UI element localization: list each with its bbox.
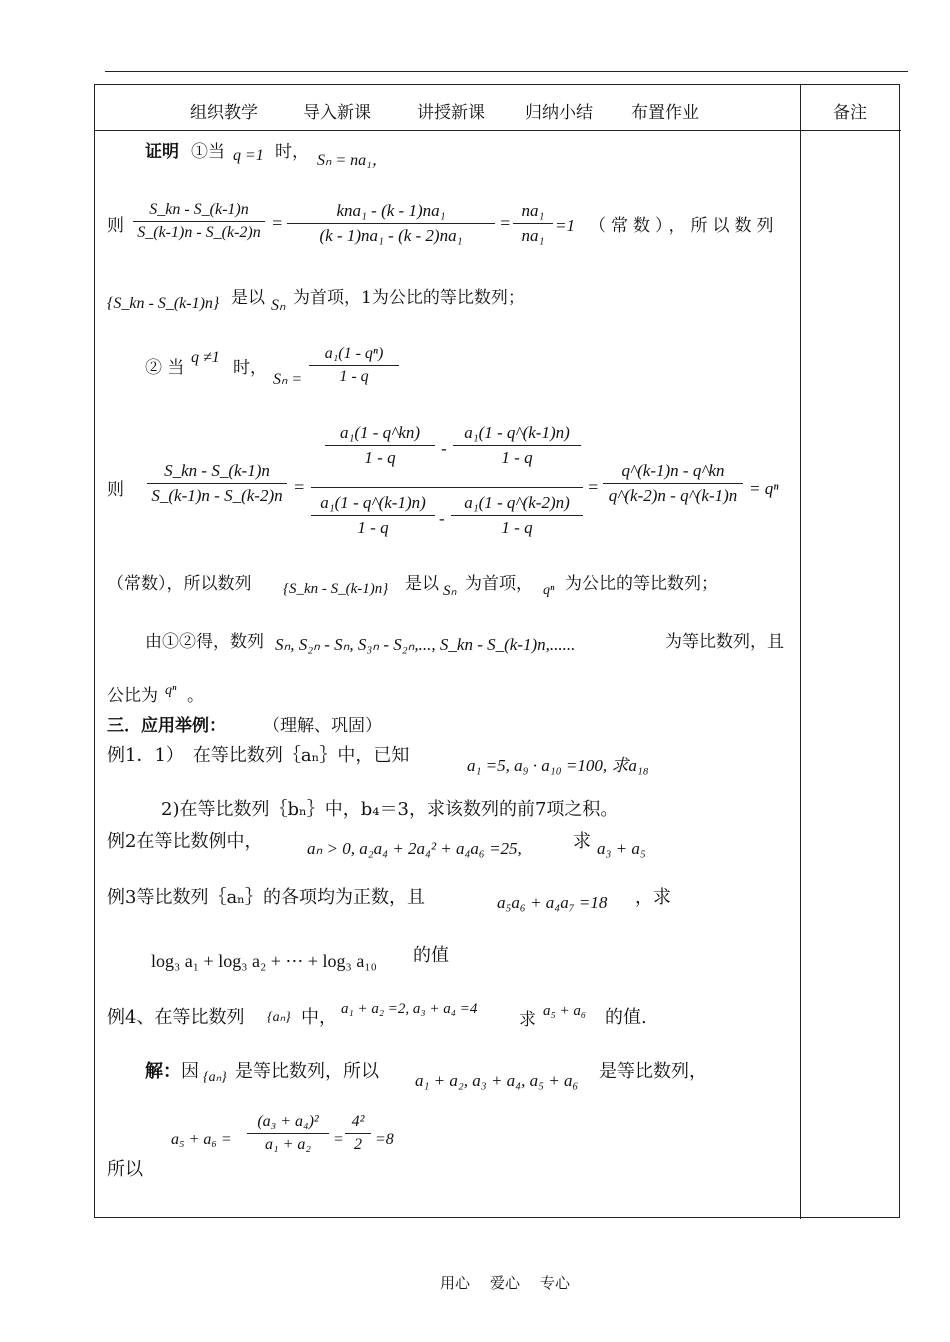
footer-item-2: 爱心 [490,1274,521,1292]
solution-lhs: a₅ + a₆ = [171,1131,232,1148]
example1-part2: 2)在等比数列｛bₙ｝中，b₄＝3，求该数列的前7项之积。 [161,799,619,820]
footer-item-1: 用心 [440,1274,471,1292]
example2-text: 例2在等比数例中， [107,831,263,852]
seq1: {S_kn - S_(k-1)n} [107,295,220,312]
example4-mid: 中， [301,1007,337,1028]
eq2-equals-2: = [587,477,600,497]
lesson-table [94,84,900,1218]
header-rule [105,71,908,72]
case1-sum: Sₙ = na₁， [317,152,388,169]
case2-cond: q ≠1 [191,349,220,366]
case2-time: 时， [233,358,267,378]
example2-ask: 求 [573,831,591,852]
example4-seq: {aₙ} [267,1010,291,1025]
concl-seq: Sₙ, S₂ₙ - Sₙ, S₃ₙ - S₂ₙ,..., S_kn - S_(k-1)n,...... [275,635,576,654]
header-item-intro: 导入新课 [303,103,371,123]
eq2-rhs: q^(k-1)n - q^kn q^(k-2)n - q^(k-1)n [603,461,743,506]
eq2-equals: = [293,477,306,497]
solution-frac: (a₃ + a₄)² a₁ + a₂ [247,1113,329,1154]
seq2-mid: 为首项， [465,574,533,594]
eq2-tail: = qⁿ [749,479,779,498]
seq2-first: Sₙ [443,583,457,599]
header-item-teach: 讲授新课 [417,103,485,123]
eq2-minus-bot: - [439,509,445,528]
solution-label: 解： [145,1061,181,1082]
section-subtitle: （理解、巩固） [263,716,382,736]
example4-cond: a₁ + a₂ =2, a₃ + a₄ =4 [341,1001,478,1017]
eq2-d: a₁(1 - q^(k-2)n) 1 - q [451,493,583,538]
eq1-mid: kna₁ - (k - 1)na₁ (k - 1)na₁ - (k - 2)na₁ [287,201,495,246]
case1-cond: q =1 [233,147,264,164]
eq2-compound [311,423,583,553]
solution-frac2: 4² 2 [345,1113,371,1154]
header-item-organize: 组织教学 [190,103,258,123]
example3-math: a₅a₆ + a₄a₇ =18 [497,893,608,912]
const2-text: （常数），所以数列 [107,574,252,594]
example3-end: 的值 [413,945,449,966]
header-item-homework: 布置作业 [631,103,699,123]
section-title: 三．应用举例： [107,716,226,736]
solution-equals: = [333,1131,344,1148]
seq2: {S_kn - S_(k-1)n} [283,581,389,597]
eq2-b: a₁(1 - q^(k-1)n) 1 - q [453,423,581,468]
eq1-equals-2: = [499,213,512,233]
example4-text: 例4、在等比数列 [107,1007,245,1028]
example3-log: log₃ a₁ + log₃ a₂ + ⋯ + log₃ a₁₀ [151,951,377,971]
solution-seq2: a₁ + a₂, a₃ + a₄, a₅ + a₆ [415,1071,579,1090]
case1-time: 时， [275,142,309,162]
case2-prefix: ② 当 [145,358,185,378]
const-text: （常数），所以数列 [589,216,779,236]
footer-item-3: 专心 [540,1274,571,1292]
example1-text: 例1．1） 在等比数列｛aₙ｝中，已知 [107,745,410,766]
example3-text: 例3等比数列｛aₙ｝的各项均为正数，且 [107,887,425,908]
so-label: 所以 [107,1159,143,1180]
ratio-end: 。 [187,686,204,706]
example2-math: aₙ > 0, a₂a₄ + 2a₄² + a₄a₆ =25, [307,839,522,858]
solution-seq: {aₙ} [203,1070,227,1085]
example2-target: a₃ + a₅ [597,839,646,858]
eq1-equals: = [271,213,284,233]
solution-text: 是等比数列，所以 [235,1061,379,1082]
example4-target: a₅ + a₆ [543,1003,587,1019]
example1-math: a₁ =5, a₉ · a₁₀ =100, 求a₁₈ [467,756,649,775]
eq1-lhs: S_kn - S_(k-1)n S_(k-1)n - S_(k-2)n [133,201,265,242]
example4-end: 的值. [605,1007,647,1028]
case2-sum-l: Sₙ = [273,371,303,388]
solution-tail: 是等比数列， [599,1061,707,1082]
example3-ask: ，求 [635,887,671,908]
then-label-2: 则 [107,480,124,500]
seq1-text: 是以 [231,288,265,308]
seq2-tail: 为公比的等比数列； [565,574,718,594]
seq1-first: Sₙ [271,297,286,314]
ratio-text: 公比为 [107,686,158,706]
seq2-text: 是以 [405,574,439,594]
main-content [95,85,901,1219]
case2-sum-frac: a₁(1 - qⁿ) 1 - q [309,345,399,386]
ratio-val: qⁿ [165,683,177,698]
eq2-main-bar [311,487,583,488]
seq2-ratio: qⁿ [543,583,555,598]
eq2-lhs: S_kn - S_(k-1)n S_(k-1)n - S_(k-2)n [147,461,287,506]
proof-label: 证明 [145,142,179,162]
eq1-right: na₁ na₁ [513,201,553,246]
eq2-minus-top: - [441,439,447,458]
eq2-c: a₁(1 - q^(k-1)n) 1 - q [311,493,435,538]
solution-eq: =8 [375,1131,394,1148]
seq1-tail: 为首项，1为公比的等比数列； [293,288,525,308]
eq1-tail: =1 [555,216,575,235]
solution-because: 因 [181,1061,199,1082]
header-item-summary: 归纳小结 [525,103,593,123]
case1-prefix: ①当 [191,142,225,162]
then-label: 则 [107,216,124,236]
eq2-a: a₁(1 - q^kn) 1 - q [325,423,435,468]
concl-prefix: 由①②得，数列 [145,632,264,652]
header-note: 备注 [833,103,867,123]
concl-tail: 为等比数列，且 [665,632,784,652]
example4-ask: 求 [519,1010,536,1030]
